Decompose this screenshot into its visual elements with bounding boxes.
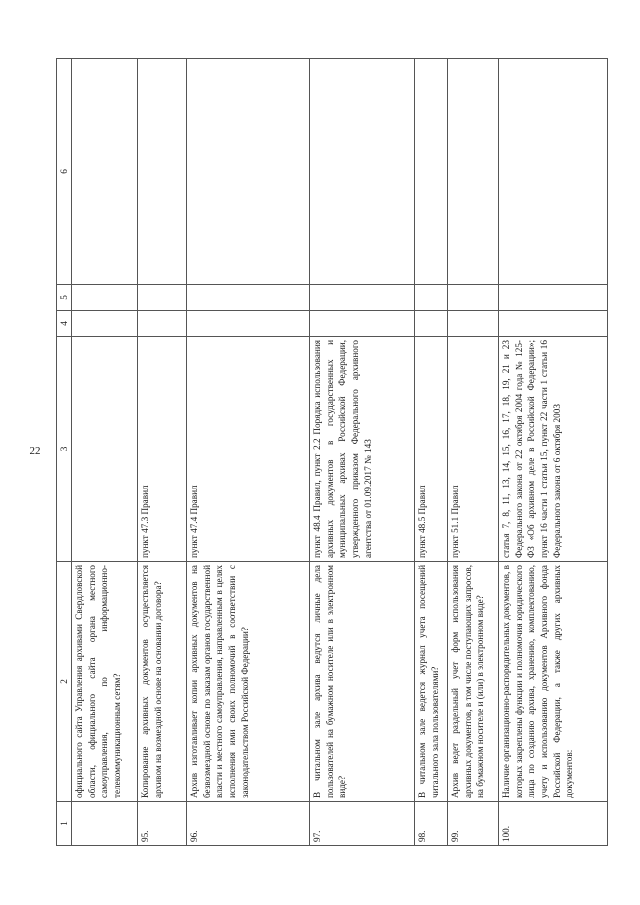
column-header-4: 4 [57, 311, 72, 337]
cell-col-6 [415, 59, 448, 285]
table-container [56, 59, 589, 846]
column-header-1: 1 [57, 802, 72, 846]
row-number: 96. [187, 802, 310, 846]
reference-cell: статья 7, 8, 11, 13, 14, 15, 16, 17, 18, 19, 21 и 23 Федерального закона от 22 октября 2004 года № 125-ФЗ «Об архивном деле в Российской Федерации»; пункт 16 части 1 статьи 15, пункт 22 части 1 статьи 16 Федерального закона от 6 октября 2003 [499, 337, 608, 562]
question-cell: В читальном зале ведется журнал учета посещений читального зала пользователями? [415, 562, 448, 802]
cell-col-4 [72, 311, 138, 337]
row-number: 98. [415, 802, 448, 846]
cell-col-6 [499, 59, 608, 285]
column-header-5: 5 [57, 285, 72, 311]
cell-col-5 [448, 285, 499, 311]
cell-col-6 [138, 59, 187, 285]
row-number: 100. [499, 802, 608, 846]
question-cell: Архив изготавливает копии архивных документов на безвозмездной основе по заказам органов государственной власти и местного самоуправления, направленным в целях исполнения ими своих полномочий в соответствии с законодательством Российской Федерации? [187, 562, 310, 802]
reference-cell: пункт 51.1 Правил [448, 337, 499, 562]
cell-col-6 [310, 59, 415, 285]
cell-col-6 [187, 59, 310, 285]
column-header-6: 6 [57, 59, 72, 285]
question-cell: официального сайта Управления архивами Свердловской области, официального сайта органа местного самоуправления, по информационно-телекоммуникационным сетям? [72, 562, 138, 802]
question-cell: Архив ведет раздельный учет форм использования архивных документов, в том числе поступающих запросов, на бумажном носителе и (или) в электронном виде? [448, 562, 499, 802]
cell-col-4 [138, 311, 187, 337]
cell-col-6 [448, 59, 499, 285]
table-row [499, 59, 608, 846]
reference-cell: пункт 47.3 Правил [138, 337, 187, 562]
table-row [310, 59, 415, 846]
cell-col-4 [448, 311, 499, 337]
cell-col-5 [187, 285, 310, 311]
question-cell: В читальном зале архива ведутся личные дела пользователей на бумажном носителе или в электронном виде? [310, 562, 415, 802]
checklist-table [56, 58, 608, 846]
table-row [448, 59, 499, 846]
reference-cell: пункт 48.5 Правил [415, 337, 448, 562]
cell-col-5 [499, 285, 608, 311]
row-number: 99. [448, 802, 499, 846]
cell-col-5 [415, 285, 448, 311]
table-row [72, 59, 138, 846]
table-row [187, 59, 310, 846]
page-number: 22 [29, 445, 41, 457]
cell-col-4 [415, 311, 448, 337]
reference-cell: пункт 47.4 Правил [187, 337, 310, 562]
cell-col-4 [499, 311, 608, 337]
cell-col-4 [187, 311, 310, 337]
row-number: 95. [138, 802, 187, 846]
question-cell: Наличие организационно-распорядительных документов, в которых закреплены функции и полномочия юридического лица по созданию архива, хранению, комплектованию, учету и использованию документов Архивного фонда Российской Федерации, а также других архивных документов: [499, 562, 608, 802]
reference-cell: пункт 48.4 Правил, пункт 2.2 Порядка использования архивных документов в государственных и муниципальных архивах Российской Федерации, утвержденного приказом Федерального архивного агентства от 01.09.2017 № 143 [310, 337, 415, 562]
rotated-page [56, 59, 589, 846]
cell-col-6 [72, 59, 138, 285]
row-number [72, 802, 138, 846]
column-header-2: 2 [57, 562, 72, 802]
table-row [415, 59, 448, 846]
question-cell: Копирование архивных документов осуществляется архивом на возмездной основе на основании договора? [138, 562, 187, 802]
cell-col-5 [72, 285, 138, 311]
row-number: 97. [310, 802, 415, 846]
cell-col-5 [310, 285, 415, 311]
cell-col-4 [310, 311, 415, 337]
table-row [138, 59, 187, 846]
column-header-3: 3 [57, 337, 72, 562]
cell-col-5 [138, 285, 187, 311]
table-header-row [57, 59, 72, 846]
reference-cell [72, 337, 138, 562]
